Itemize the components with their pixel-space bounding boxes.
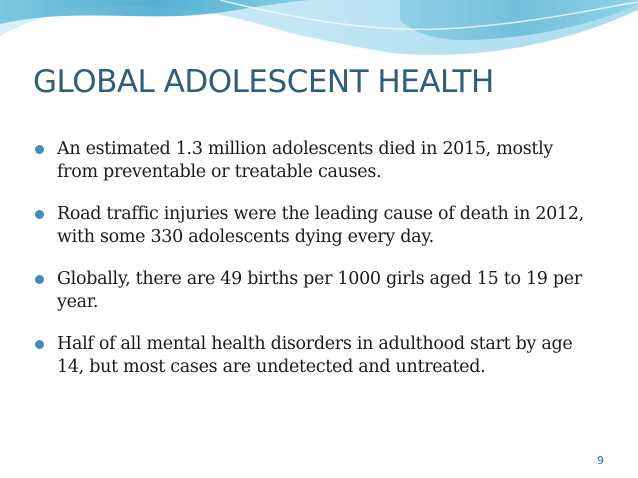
bullet-dot-icon xyxy=(35,145,44,154)
bullet-text: Globally, there are 49 births per 1000 girls aged 15 to 19 per year. xyxy=(57,269,582,312)
bullet-item xyxy=(34,203,594,249)
bullet-text: Half of all mental health disorders in adulthood start by age 14, but most cases are undetected and untreated. xyxy=(57,334,573,377)
bullet-dot-icon xyxy=(35,210,44,219)
bullet-dot-icon xyxy=(35,340,44,349)
bullet-dot-icon xyxy=(35,275,44,284)
slide-title: GLOBAL ADOLESCENT HEALTH xyxy=(33,64,494,100)
bullet-text: An estimated 1.3 million adolescents died in 2015, mostly from preventable or treatable causes. xyxy=(57,139,554,182)
bullet-item xyxy=(34,333,594,379)
page-number: 9 xyxy=(597,454,604,467)
bullet-text: Road traffic injuries were the leading cause of death in 2012, with some 330 adolescents dying every day. xyxy=(57,204,584,247)
bullet-list xyxy=(34,138,594,398)
bullet-item xyxy=(34,268,594,314)
bullet-item xyxy=(34,138,594,184)
